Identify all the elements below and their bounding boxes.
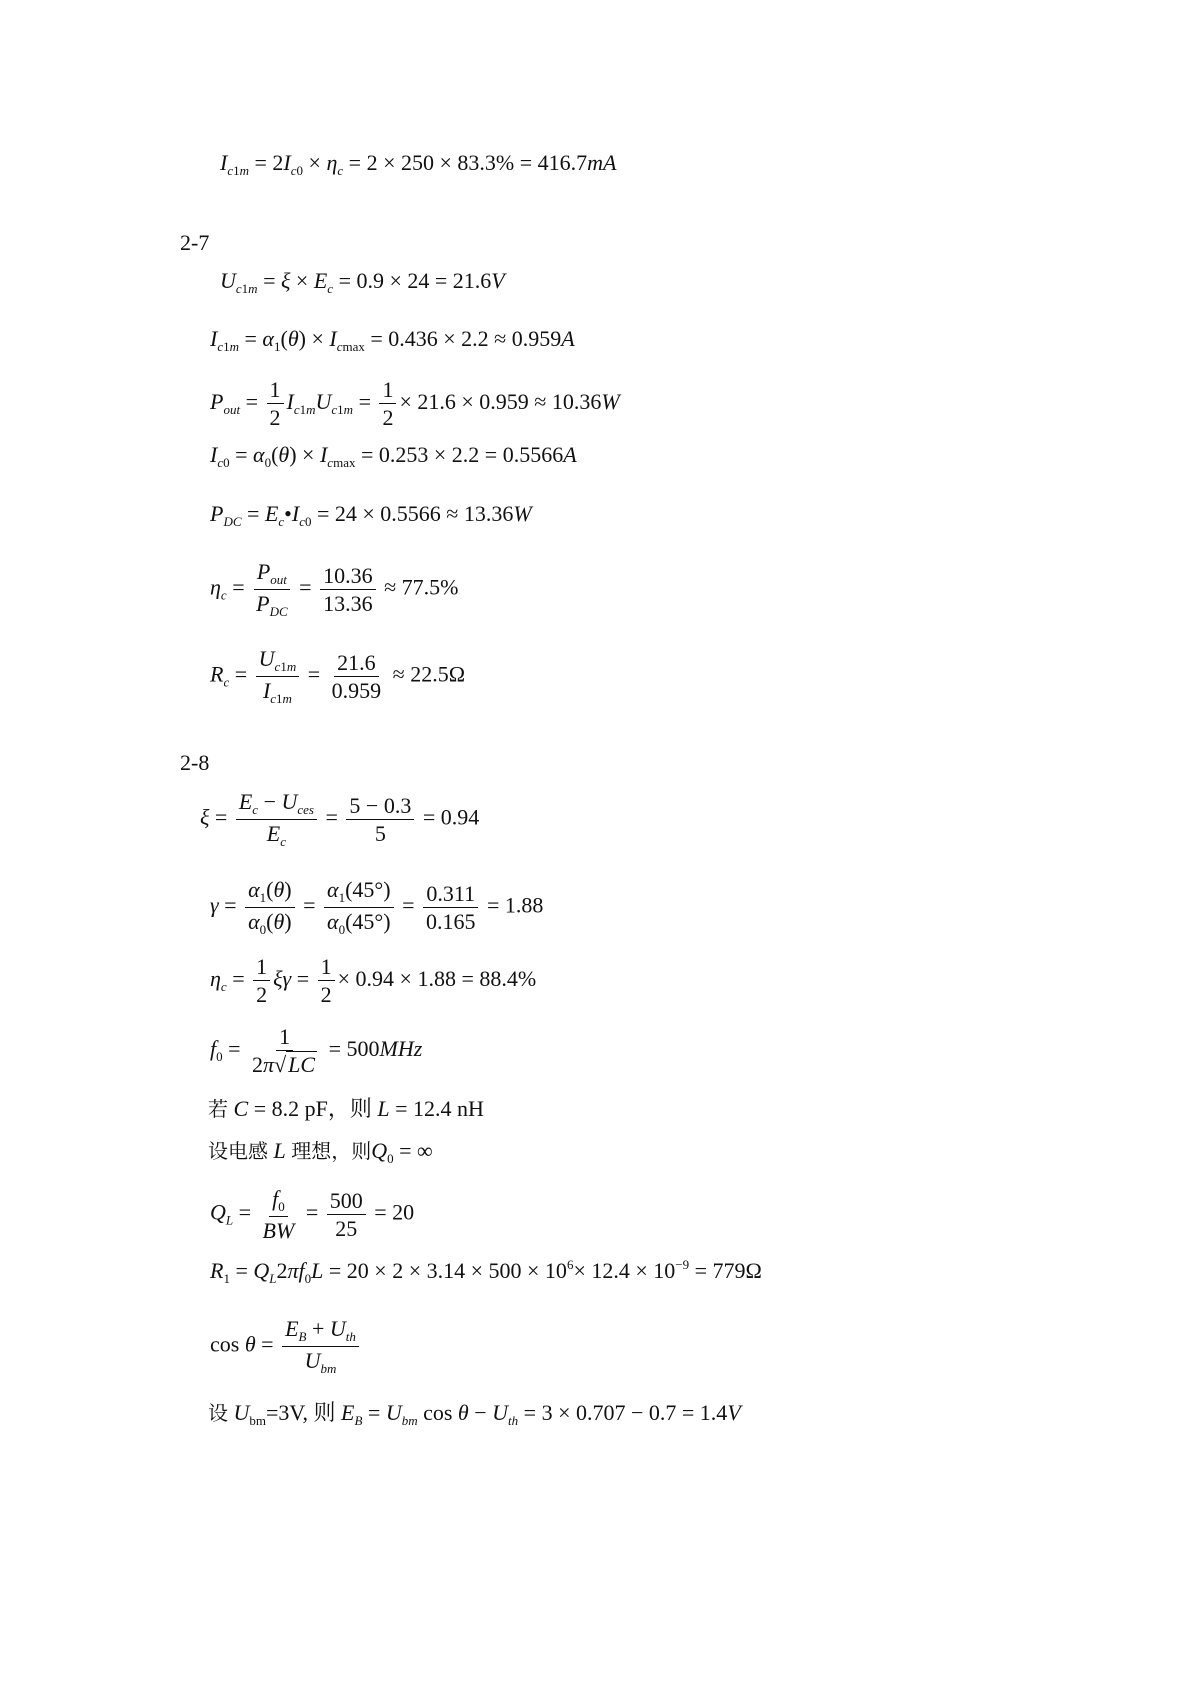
eq-ic1m-top: $I_{c1m} = 2I_{c0} \times \eta_c = 2 \times 250 \times 83.3\% = 416.7mA$ — [220, 150, 617, 178]
eq-r1: $R_1 = Q_L2\pi f_0L = 20 \times 2 \times 3.14 \times 500 \times 10^6\times 12.4 \times 10^{-9} = 779\Omega$ — [210, 1257, 762, 1286]
eq-pout: $P_{out}$ = $\frac{1}{2}$ $I_{c1m}U_{c1m}$ = $\frac{1}{2}$ × 21.6 × 0.959 ≈ 10.36W — [210, 377, 620, 431]
eq-eb: 设 $U_{bm}=3V$, 则 $E_B = U_{bm}$ $\cos \theta - U_{th} = 3 \times 0.707 - 0.7 = 1.4V$ — [208, 1400, 741, 1428]
eq-uc1m: $U_{c1m} = \xi \times E_c = 0.9 \times 24 = 21.6V$ — [220, 268, 505, 296]
line-inductor: 设电感 L 理想，则$Q_0$ = ∞ — [208, 1138, 433, 1166]
eq-eta-c2: $\eta_c$ = $\frac{1}{2}$ ξγ = $\frac{1}{2}$ × 0.94 × 1.88 = 88.4% — [210, 954, 537, 1008]
eq-eta-c: $\eta_c$ = $P_{out}$ $P_{DC}$ = $\frac{10.36}{13.36}$ ≈ 77.5% — [210, 559, 459, 619]
eq-ql: $Q_L$ = $\frac{f_0}{BW}$ = $\frac{500}{25}$ = 20 — [210, 1186, 415, 1243]
eq-rc: $R_c$ = $\frac{U_{c1m}}{I_{c1m}}$ = $\frac{21.6}{0.959}$ ≈ 22.5Ω — [210, 646, 466, 706]
eq-xi: ξ = $E_c - U_{ces}$ $E_c$ = $\frac{5 - 0.3}{5}$ = 0.94 — [200, 789, 480, 849]
eq-f0: $f_0$ = $\frac{1}{2\pi√LC}$ = 500MHz — [210, 1024, 423, 1078]
eq-gamma: γ = $\frac{\alpha_1(\theta)}{\alpha_0(\theta)}$ = $\frac{\alpha_1(45^\circ)}{\alpha_0(45^\circ)}$ = $\frac{0.311}{0.165}$ = 1.88 — [210, 877, 544, 937]
eq-pdc: $P_{DC}$ = $E_c•I_{c0} = 24 \times 0.5566 \approx 13.36W$ — [210, 501, 532, 529]
section-2-7: 2-7 — [180, 230, 210, 255]
eq-ic0: $I_{c0} = \alpha_0(\theta) \times I_{cmax} = 0.253 \times 2.2 = 0.5566A$ — [210, 442, 577, 470]
line-capacitance: 若 C = 8.2 pF，则 L = 12.4 nH — [208, 1096, 484, 1121]
eq-cos-theta: cos θ = $E_B + U_{th}$ $U_{bm}$ — [210, 1315, 362, 1378]
eq-ic1m: $I_{c1m} = \alpha_1(\theta) \times I_{cmax} = 0.436 \times 2.2 \approx 0.959A$ — [210, 326, 575, 354]
section-2-8: 2-8 — [180, 750, 210, 775]
